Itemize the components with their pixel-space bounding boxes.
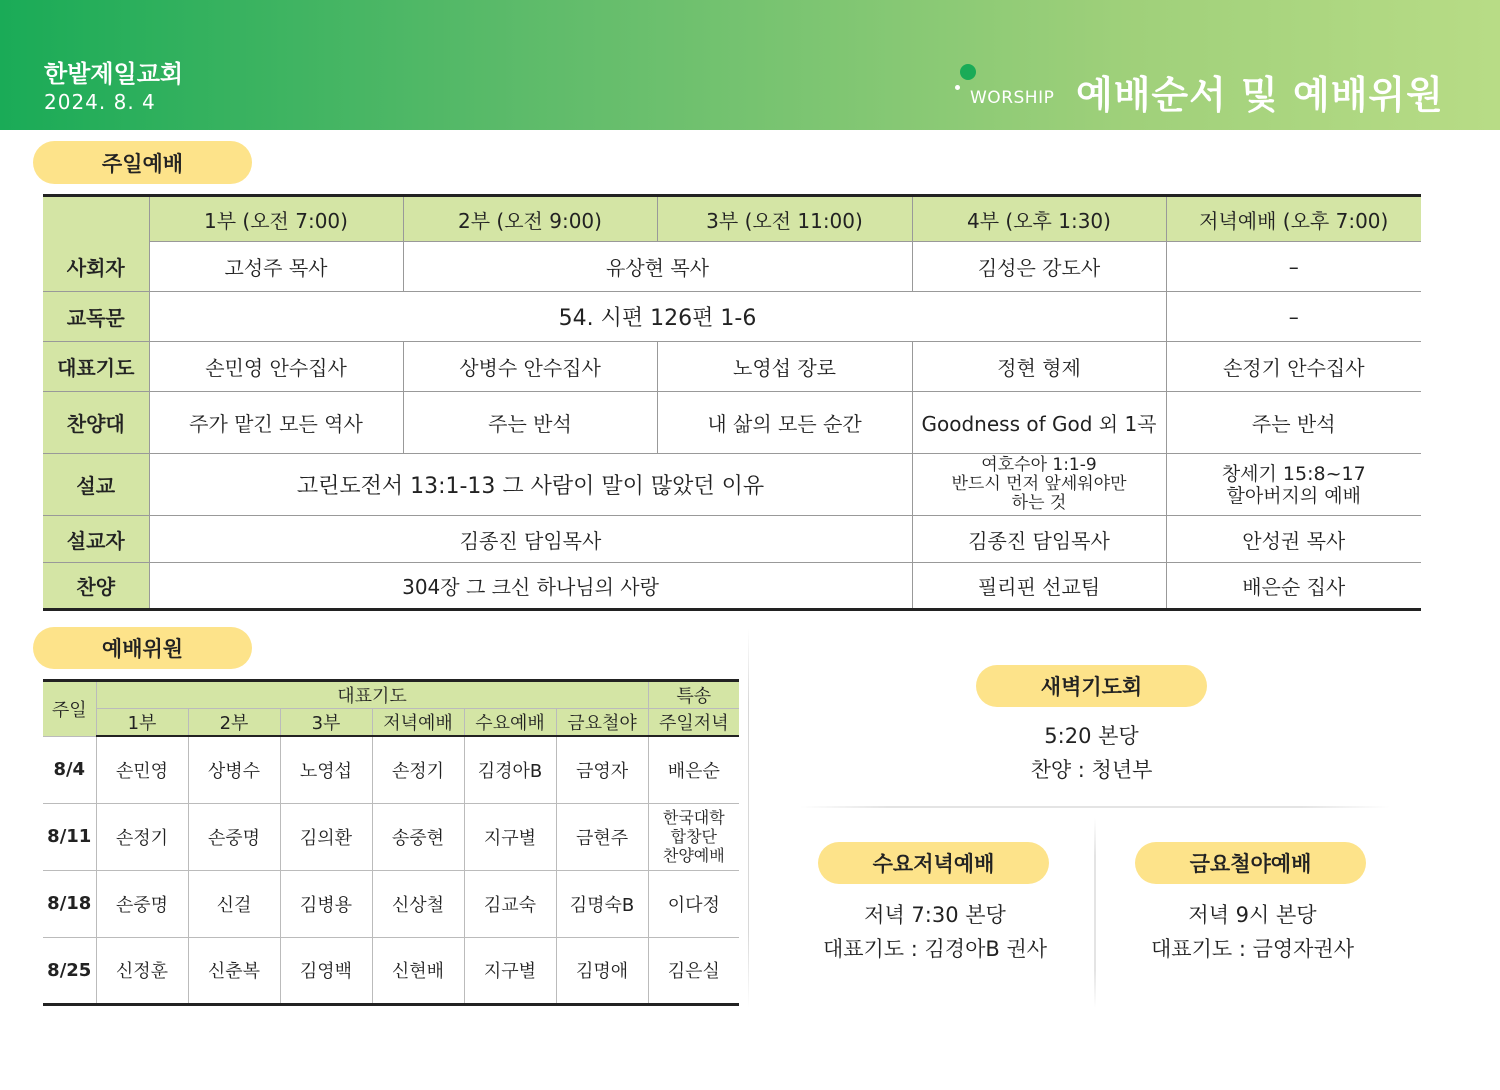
table-cell: 김종진 담임목사 bbox=[149, 516, 912, 563]
table-cell: 54. 시편 126편 1-6 bbox=[149, 292, 1166, 342]
table-cell: 지구별 bbox=[464, 803, 556, 870]
green-dot-icon bbox=[960, 64, 976, 80]
table-cell: 김명숙B bbox=[556, 870, 648, 937]
table-cell: Goodness of God 외 1곡 bbox=[912, 392, 1166, 454]
table-cell: 내 삶의 모든 순간 bbox=[657, 392, 912, 454]
table-row-leader bbox=[43, 242, 1421, 292]
header-banner bbox=[0, 0, 1500, 130]
table-cell: 고린도전서 13:1-13 그 사람이 말이 많았던 이유 bbox=[149, 454, 912, 516]
date-cell: 8/25 bbox=[43, 937, 96, 1004]
table-cell: 이다정 bbox=[648, 870, 739, 937]
white-dot-icon bbox=[955, 85, 960, 90]
table-cell: 상병수 bbox=[188, 736, 280, 803]
table-cell: 손정기 안수집사 bbox=[1166, 342, 1421, 392]
sermon-text-line: 반드시 먼저 앞세워야만 bbox=[951, 474, 1127, 494]
sunday-service-label: 주일예배 bbox=[33, 141, 252, 184]
section-divider-horizontal bbox=[800, 806, 1390, 808]
table-cell: 손민영 안수집사 bbox=[149, 342, 403, 392]
table-header-row bbox=[43, 196, 1421, 242]
table-cell: 신현배 bbox=[372, 937, 464, 1004]
row-label-sermon: 설교 bbox=[43, 454, 149, 516]
bulletin-date: 2024. 8. 4 bbox=[44, 90, 156, 114]
table-cell: 신정훈 bbox=[96, 937, 188, 1004]
subheader-cell: 금요철야 bbox=[556, 709, 648, 737]
church-name: 한밭제일교회 bbox=[44, 60, 184, 88]
row-label-prayer: 대표기도 bbox=[43, 342, 149, 392]
dawn-prayer-time: 5:20 본당 bbox=[1044, 724, 1139, 748]
table-cell: 손중명 bbox=[96, 870, 188, 937]
special-text-line: 합창단 bbox=[670, 827, 717, 846]
column-header-service-1: 1부 (오전 7:00) bbox=[149, 196, 403, 242]
table-row-reading bbox=[43, 292, 1421, 342]
table-cell: 송중현 bbox=[372, 803, 464, 870]
subheader-cell: 3부 bbox=[280, 709, 372, 737]
wednesday-service-label: 수요저녁예배 bbox=[818, 842, 1049, 884]
table-subheader-row bbox=[43, 709, 739, 737]
special-text-line: 한국대학 bbox=[662, 808, 725, 827]
friday-service-label: 금요철야예배 bbox=[1135, 842, 1366, 884]
dawn-prayer-praise: 찬양 : 청년부 bbox=[1030, 758, 1153, 782]
table-row-choir bbox=[43, 392, 1421, 454]
table-cell: 신상철 bbox=[372, 870, 464, 937]
page-title: 예배순서 및 예배위원 bbox=[1076, 73, 1444, 117]
wednesday-service-prayer: 대표기도 : 김경아B 권사 bbox=[822, 937, 1048, 961]
table-cell: – bbox=[1166, 292, 1421, 342]
subheader-cell: 주일저녁 bbox=[648, 709, 739, 737]
table-cell: 김은실 bbox=[648, 937, 739, 1004]
table-cell: 손중명 bbox=[188, 803, 280, 870]
table-cell-sermon-4 bbox=[912, 454, 1166, 516]
worship-english-label: WORSHIP bbox=[970, 88, 1055, 108]
table-row-preacher bbox=[43, 516, 1421, 563]
sermon-text-line: 창세기 15:8~17 bbox=[1221, 462, 1366, 485]
table-cell: 김의환 bbox=[280, 803, 372, 870]
table-cell-sermon-5 bbox=[1166, 454, 1421, 516]
table-cell: 안성권 목사 bbox=[1166, 516, 1421, 563]
table-cell: 노영섭 bbox=[280, 736, 372, 803]
sunday-service-table bbox=[43, 194, 1421, 611]
table-cell: 304장 그 크신 하나님의 사랑 bbox=[149, 563, 912, 610]
section-divider-vertical bbox=[748, 628, 749, 1008]
row-label-hymn: 찬양 bbox=[43, 563, 149, 610]
table-row bbox=[43, 736, 739, 803]
column-header-date: 주일 bbox=[43, 681, 96, 737]
table-row bbox=[43, 803, 739, 870]
column-header-service-4: 4부 (오후 1:30) bbox=[912, 196, 1166, 242]
table-cell: 신걸 bbox=[188, 870, 280, 937]
subheader-cell: 2부 bbox=[188, 709, 280, 737]
friday-service-time: 저녁 9시 본당 bbox=[1188, 903, 1317, 927]
column-header-special: 특송 bbox=[648, 681, 739, 709]
table-cell: 김종진 담임목사 bbox=[912, 516, 1166, 563]
dawn-prayer-info bbox=[960, 719, 1223, 787]
row-label-preacher: 설교자 bbox=[43, 516, 149, 563]
table-header-row bbox=[43, 681, 739, 709]
friday-service-prayer: 대표기도 : 금영자권사 bbox=[1151, 937, 1354, 961]
table-cell: 필리핀 선교팀 bbox=[912, 563, 1166, 610]
section-divider-vertical-2 bbox=[1094, 818, 1096, 1008]
table-cell: 배은순 bbox=[648, 736, 739, 803]
sermon-text-line: 하는 것 bbox=[1011, 493, 1067, 513]
table-row-sermon bbox=[43, 454, 1421, 516]
table-cell: 노영섭 장로 bbox=[657, 342, 912, 392]
table-cell: 주가 맡긴 모든 역사 bbox=[149, 392, 403, 454]
table-cell: 금영자 bbox=[556, 736, 648, 803]
sermon-text-line: 할아버지의 예배 bbox=[1226, 484, 1362, 507]
wednesday-service-time: 저녁 7:30 본당 bbox=[864, 903, 1006, 927]
wednesday-service-info bbox=[790, 898, 1080, 966]
table-cell: 김교숙 bbox=[464, 870, 556, 937]
table-cell: 김병용 bbox=[280, 870, 372, 937]
friday-service-info bbox=[1110, 898, 1395, 966]
date-cell: 8/18 bbox=[43, 870, 96, 937]
table-cell: 주는 반석 bbox=[1166, 392, 1421, 454]
table-cell: 주는 반석 bbox=[403, 392, 657, 454]
table-cell: 유상현 목사 bbox=[403, 242, 912, 292]
table-row bbox=[43, 870, 739, 937]
sermon-text-line: 여호수아 1:1-9 bbox=[981, 455, 1097, 475]
table-cell: 신춘복 bbox=[188, 937, 280, 1004]
row-label-reading: 교독문 bbox=[43, 292, 149, 342]
table-cell: 배은순 집사 bbox=[1166, 563, 1421, 610]
table-cell: – bbox=[1166, 242, 1421, 292]
table-row-hymn bbox=[43, 563, 1421, 610]
table-cell: 김영백 bbox=[280, 937, 372, 1004]
committee-table bbox=[43, 679, 739, 1006]
subheader-cell: 수요예배 bbox=[464, 709, 556, 737]
table-cell: 손정기 bbox=[96, 803, 188, 870]
table-cell: 고성주 목사 bbox=[149, 242, 403, 292]
table-cell: 김경아B bbox=[464, 736, 556, 803]
row-label-leader: 사회자 bbox=[43, 242, 149, 292]
subheader-cell: 저녁예배 bbox=[372, 709, 464, 737]
column-header-service-2: 2부 (오전 9:00) bbox=[403, 196, 657, 242]
date-cell: 8/4 bbox=[43, 736, 96, 803]
table-cell: 손정기 bbox=[372, 736, 464, 803]
table-cell-special bbox=[648, 803, 739, 870]
table-cell: 금현주 bbox=[556, 803, 648, 870]
table-cell: 상병수 안수집사 bbox=[403, 342, 657, 392]
table-row-prayer bbox=[43, 342, 1421, 392]
table-cell: 김명애 bbox=[556, 937, 648, 1004]
table-cell: 지구별 bbox=[464, 937, 556, 1004]
column-header-service-3: 3부 (오전 11:00) bbox=[657, 196, 912, 242]
row-label-choir: 찬양대 bbox=[43, 392, 149, 454]
table-cell: 손민영 bbox=[96, 736, 188, 803]
dawn-prayer-label: 새벽기도회 bbox=[976, 665, 1207, 707]
table-row bbox=[43, 937, 739, 1004]
corner-cell bbox=[43, 196, 149, 242]
subheader-cell: 1부 bbox=[96, 709, 188, 737]
table-cell: 김성은 강도사 bbox=[912, 242, 1166, 292]
table-cell: 정현 형제 bbox=[912, 342, 1166, 392]
special-text-line: 찬양예배 bbox=[662, 846, 725, 865]
committee-label: 예배위원 bbox=[33, 627, 252, 669]
column-header-evening: 저녁예배 (오후 7:00) bbox=[1166, 196, 1421, 242]
column-header-prayer: 대표기도 bbox=[96, 681, 648, 709]
date-cell: 8/11 bbox=[43, 803, 96, 870]
